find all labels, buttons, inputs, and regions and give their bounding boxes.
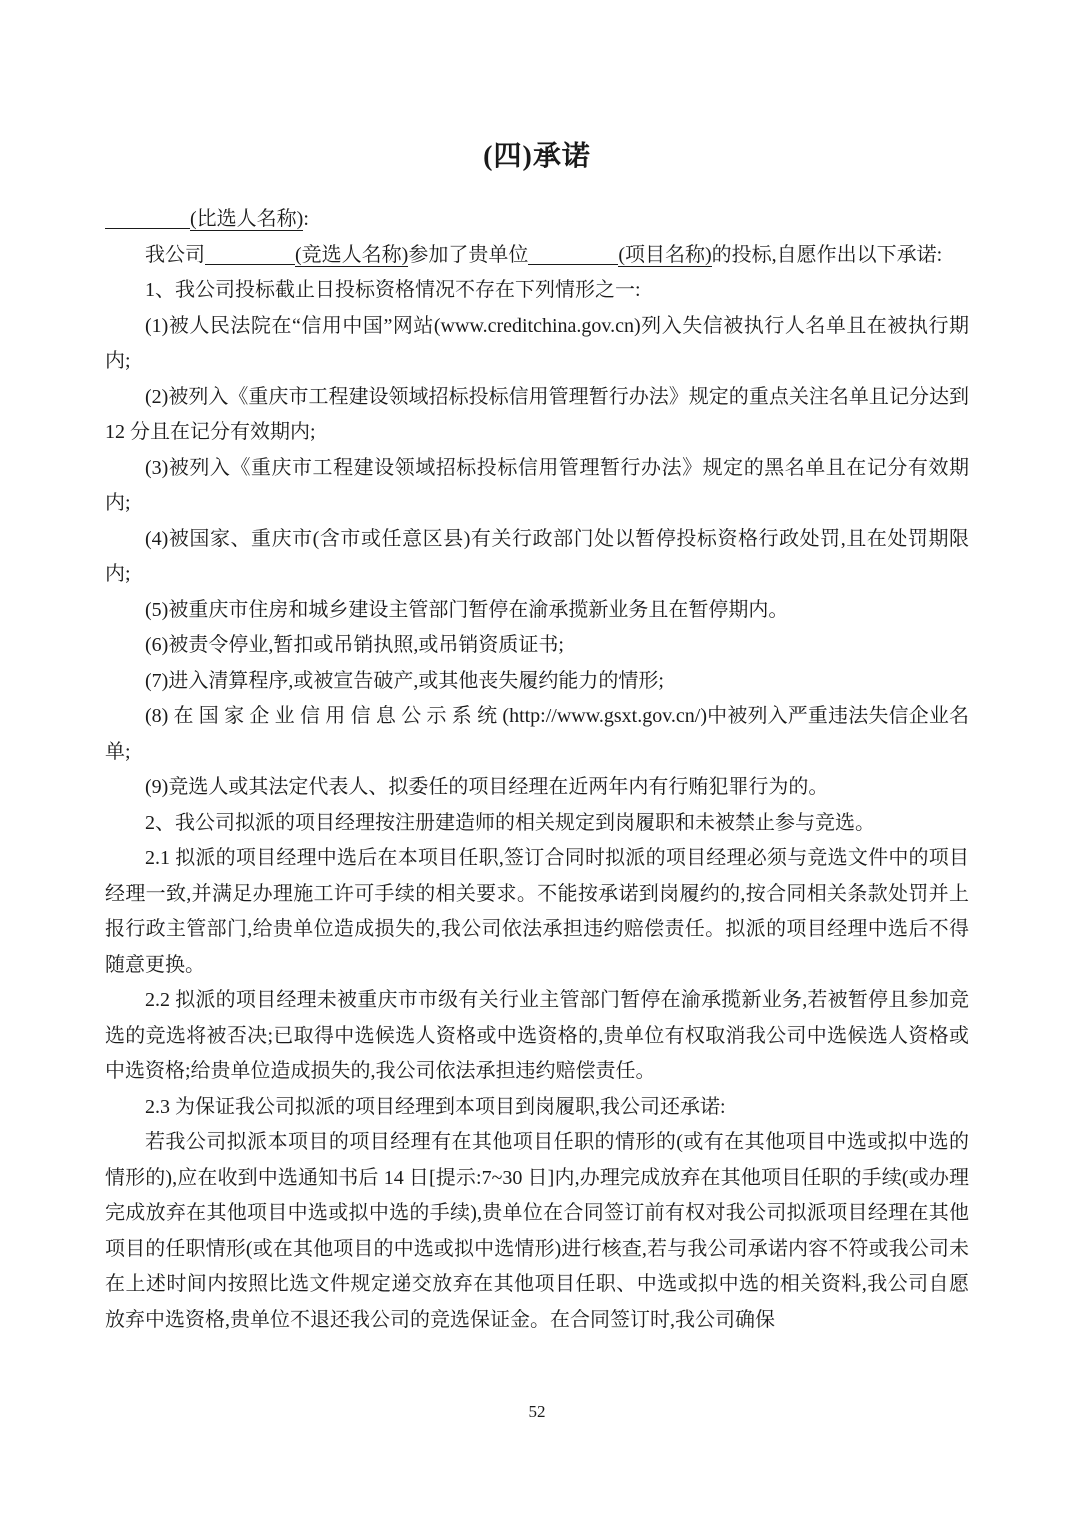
text-run: 的投标,自愿作出以下承诺: <box>711 243 943 266</box>
text-run: 1、我公司投标截止日投标资格情况不存在下列情形之一: <box>145 279 641 301</box>
item-1-4 <box>105 522 969 593</box>
item-1-1 <box>105 309 969 380</box>
document-content <box>105 136 969 1338</box>
page-title: (四)承诺 <box>483 141 591 172</box>
item-2-2 <box>105 983 969 1090</box>
text-run: (2)被列入《重庆市工程建设领域招标投标信用管理暂行办法》规定的重点关注名单且记分达到 12 分且在记分有效期内; <box>105 385 969 443</box>
fill-in-blank <box>205 244 295 265</box>
item-1-6 <box>105 628 969 664</box>
text-run: 2、我公司拟派的项目经理按注册建造师的相关规定到岗履职和未被禁止参与竞选。 <box>145 811 875 834</box>
text-run: (3)被列入《重庆市工程建设领域招标投标信用管理暂行办法》规定的黑名单且在记分有效期内; <box>105 456 969 514</box>
text-run: 若我公司拟派本项目的项目经理有在其他项目任职的情形的(或有在其他项目中选或拟中选的情形的),应在收到中选通知书后 14 日[提示:7~30 日]内,办理完成放弃在其他项目任职的手续(或办理完成放弃在其他项目中选或拟中选的手续),贵单位在合同签订前有权对我公司拟派项目经理在其他项目的任职情形(或在其他项目的中选或拟中选情形)进行核查,若与我公司承诺内容不符或我公司未在上述时间内按照比选文件规定递交放弃在其他项目任职、中选或拟中选的相关资料,我公司自愿放弃中选资格,贵单位不退还我公司的竞选保证金。在合同签订时,我公司确保 <box>105 1131 969 1331</box>
item-2-3 <box>105 1090 969 1126</box>
text-run: (8) 在 国 家 企 业 信 用 信 息 公 示 系 统 (http://www.gsxt.gov.cn/)中被列入严重违法失信企业名单; <box>105 705 969 763</box>
text-run: (4)被国家、重庆市(含市或任意区县)有关行政部门处以暂停投标资格行政处罚,且在处罚期限内; <box>105 527 969 585</box>
item-2 <box>105 806 969 842</box>
item-1-8 <box>105 699 969 770</box>
text-run: (6)被责令停业,暂扣或吊销执照,或吊销资质证书; <box>145 634 564 656</box>
salutation-line <box>105 202 969 238</box>
text-run: (竞选人名称) <box>295 243 409 266</box>
item-2-3-body <box>105 1125 969 1338</box>
item-1-7 <box>105 664 969 700</box>
intro-paragraph <box>105 238 969 274</box>
text-run: (比选人名称) <box>190 208 304 230</box>
page-number: 52 <box>528 1402 546 1421</box>
item-1-3 <box>105 451 969 522</box>
item-1-5 <box>105 593 969 629</box>
text-run: 2.1 拟派的项目经理中选后在本项目任职,签订合同时拟派的项目经理必须与竞选文件中的项目经理一致,并满足办理施工许可手续的相关要求。不能按承诺到岗履约的,按合同相关条款处罚并上报行政主管部门,给贵单位造成损失的,我公司依法承担违约赔偿责任。拟派的项目经理中选后不得随意更换。 <box>105 847 969 976</box>
item-2-1 <box>105 841 969 983</box>
document-body <box>105 202 969 1338</box>
fill-in-blank <box>528 244 618 265</box>
fill-in-blank <box>105 208 190 229</box>
text-run: (9)竞选人或其法定代表人、拟委任的项目经理在近两年内有行贿犯罪行为的。 <box>145 776 829 798</box>
text-run: 我公司 <box>145 243 205 266</box>
text-run: : <box>303 208 309 230</box>
item-1 <box>105 273 969 309</box>
text-run: 参加了贵单位 <box>408 243 529 266</box>
text-run: (5)被重庆市住房和城乡建设主管部门暂停在渝承揽新业务且在暂停期内。 <box>145 598 789 621</box>
text-run: (7)进入清算程序,或被宣告破产,或其他丧失履约能力的情形; <box>145 669 664 692</box>
text-run: 2.3 为保证我公司拟派的项目经理到本项目到岗履职,我公司还承诺: <box>145 1095 726 1118</box>
item-1-2 <box>105 380 969 451</box>
text-run: (项目名称) <box>618 243 712 266</box>
item-1-9 <box>105 770 969 806</box>
text-run: (1)被人民法院在“信用中国”网站(www.creditchina.gov.cn)列入失信被执行人名单且在被执行期内; <box>105 314 969 372</box>
text-run: 2.2 拟派的项目经理未被重庆市市级有关行业主管部门暂停在渝承揽新业务,若被暂停且参加竞选的竞选将被否决;已取得中选候选人资格或中选资格的,贵单位有权取消我公司中选候选人资格或中选资格;给贵单位造成损失的,我公司依法承担违约赔偿责任。 <box>105 989 969 1082</box>
